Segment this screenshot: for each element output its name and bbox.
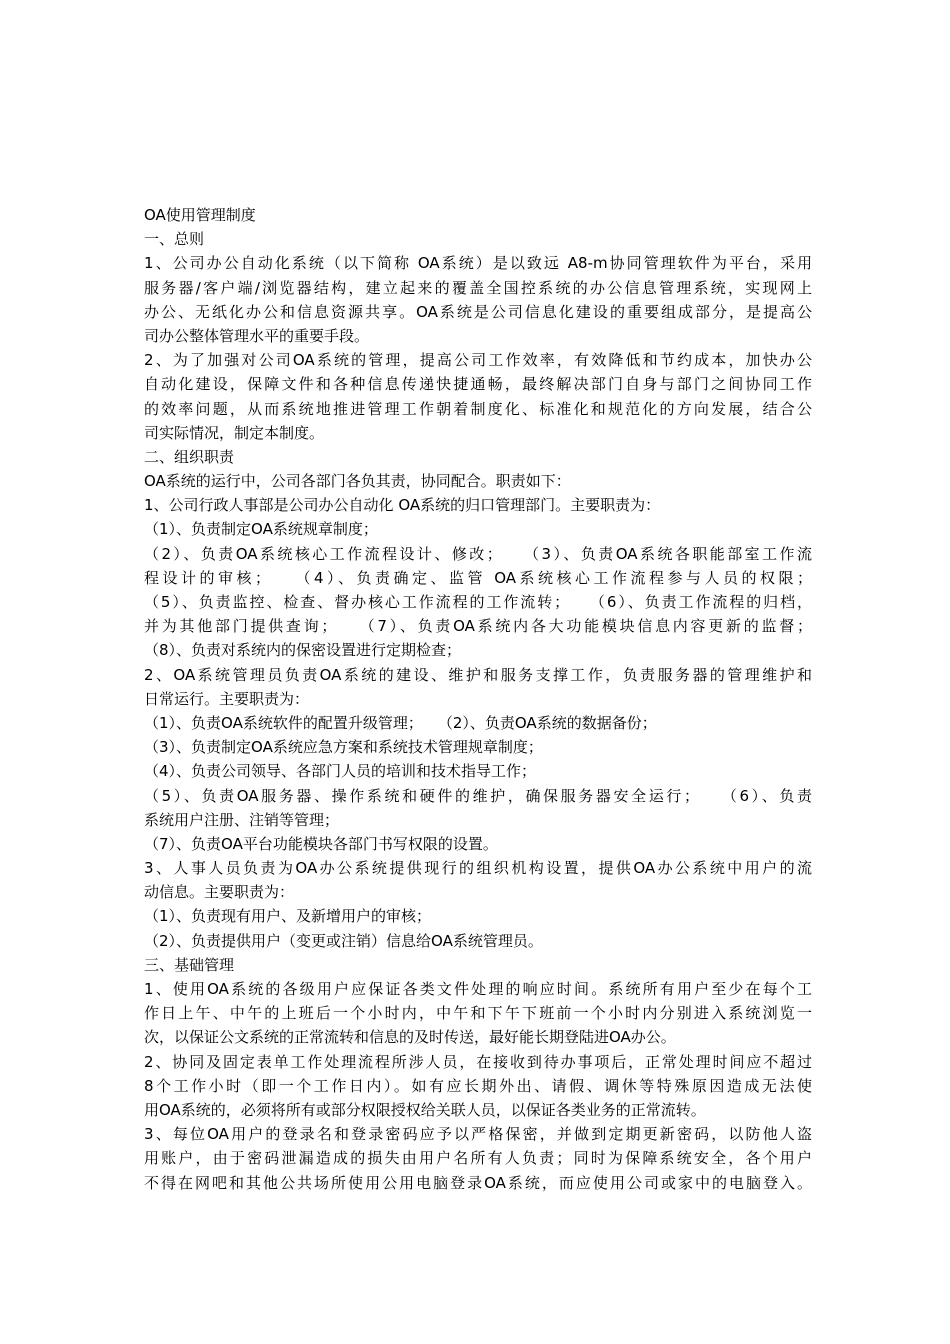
text-line: 用OA系统的，必须将所有或部分权限授权给关联人员，以保证各类业务的正常流转。 bbox=[144, 1100, 706, 1119]
text-line: （4）、负责公司领导、各部门人员的培训和技术指导工作； bbox=[144, 762, 537, 781]
text-line: 3、人事人员负责为OA办公系统提供现行的组织机构设置，提供OA办公系统中用户的流 bbox=[144, 859, 812, 878]
text-line: 司办公整体管理水平的重要手段。 bbox=[144, 326, 370, 345]
text-line: （8）、负责对系统内的保密设置进行定期检查； bbox=[144, 641, 462, 660]
text-line: 程设计的审核； （4）、负责确定、监管 OA系统核心工作流程参与人员的权限； bbox=[144, 568, 812, 587]
text-line: 2、协同及固定表单工作处理流程所涉人员，在接收到待办事项后，正常处理时间应不超过 bbox=[144, 1052, 812, 1071]
text-line: 并为其他部门提供查询； （7）、负责OA系统内各大功能模块信息内容更新的监督； bbox=[144, 617, 812, 636]
text-line: 自动化建设，保障文件和各种信息传递快捷通畅，最终解决部门自身与部门之间协同工作 bbox=[144, 375, 812, 394]
text-line: 8个工作小时（即一个工作日内）。如有应长期外出、请假、调休等特殊原因造成无法使 bbox=[144, 1076, 812, 1095]
text-line: 2、OA系统管理员负责OA系统的建设、维护和服务支撑工作，负责服务器的管理维护和 bbox=[144, 665, 812, 684]
text-line: （5）、负责OA服务器、操作系统和硬件的维护，确保服务器安全运行； （6）、负责 bbox=[144, 786, 812, 805]
text-line: 1、使用OA系统的各级用户应保证各类文件处理的响应时间。系统所有用户至少在每个工 bbox=[144, 980, 812, 998]
text-line: 3、每位OA用户的登录名和登录密码应予以严格保密，并做到定期更新密码，以防他人盗 bbox=[144, 1125, 812, 1144]
text-line: 系统用户注册、注销等管理； bbox=[144, 810, 340, 829]
text-line: （7）、负责OA平台功能模块各部门书写权限的设置。 bbox=[144, 834, 498, 853]
text-line: 2、为了加强对公司OA系统的管理，提高公司工作效率，有效降低和节约成本，加快办公 bbox=[144, 351, 812, 370]
text-line: （1）、负责现有用户、及新增用户的审核； bbox=[144, 907, 432, 926]
text-line: 一、总则 bbox=[144, 230, 205, 249]
text-line: 用账户，由于密码泄漏造成的损失由用户名所有人负责；同时为保障系统安全，各个用户 bbox=[144, 1149, 812, 1168]
text-line: 日常运行。主要职责为： bbox=[144, 689, 310, 708]
text-line: 不得在网吧和其他公共场所使用公用电脑登录OA系统，而应使用公司或家中的电脑登入。 bbox=[144, 1173, 812, 1192]
text-line: 办公、无纸化办公和信息资源共享。OA系统是公司信息化建设的重要组成部分，是提高公 bbox=[144, 302, 812, 321]
document-body bbox=[144, 203, 812, 1195]
text-line: 次，以保证公文系统的正常流转和信息的及时传送，最好能长期登陆进OA办公。 bbox=[144, 1028, 676, 1047]
text-line: 动信息。主要职责为： bbox=[144, 883, 295, 902]
text-line: 作日上午、中午的上班后一个小时内，中午和下午下班前一个小时内分别进入系统浏览一 bbox=[144, 1004, 812, 1023]
text-line: （5）、负责监控、检查、督办核心工作流程的工作流转； （6）、负责工作流程的归档， bbox=[144, 593, 812, 611]
text-line: （1）、负责制定OA系统规章制度； bbox=[144, 520, 378, 539]
text-line: （3）、负责制定OA系统应急方案和系统技术管理规章制度； bbox=[144, 738, 543, 757]
document-title: OA使用管理制度 bbox=[144, 206, 256, 224]
text-line: OA系统的运行中，公司各部门各负其责，协同配合。职责如下： bbox=[144, 472, 571, 491]
text-line: 三、基础管理 bbox=[144, 955, 235, 974]
text-line: 服务器/客户端/浏览器结构，建立起来的覆盖全国控系统的办公信息管理系统，实现网上 bbox=[144, 278, 812, 297]
text-line: （1）、负责OA系统软件的配置升级管理； （2）、负责OA系统的数据备份； bbox=[144, 713, 657, 732]
text-line: （2）、负责OA系统核心工作流程设计、修改； （3）、负责OA系统各职能部室工作流 bbox=[144, 544, 812, 563]
text-line: 1、公司办公自动化系统（以下简称 OA系统）是以致远 A8-m协同管理软件为平台，采用 bbox=[144, 254, 812, 273]
text-line: 的效率问题，从而系统地推进管理工作朝着制度化、标准化和规范化的方向发展，结合公 bbox=[144, 399, 812, 418]
text-line: 司实际情况，制定本制度。 bbox=[144, 423, 325, 442]
text-line: 二、组织职责 bbox=[144, 447, 235, 466]
text-line: （2）、负责提供用户（变更或注销）信息给OA系统管理员。 bbox=[144, 931, 543, 950]
text-line: 1、公司行政人事部是公司办公自动化 OA系统的归口管理部门。主要职责为： bbox=[144, 496, 661, 515]
